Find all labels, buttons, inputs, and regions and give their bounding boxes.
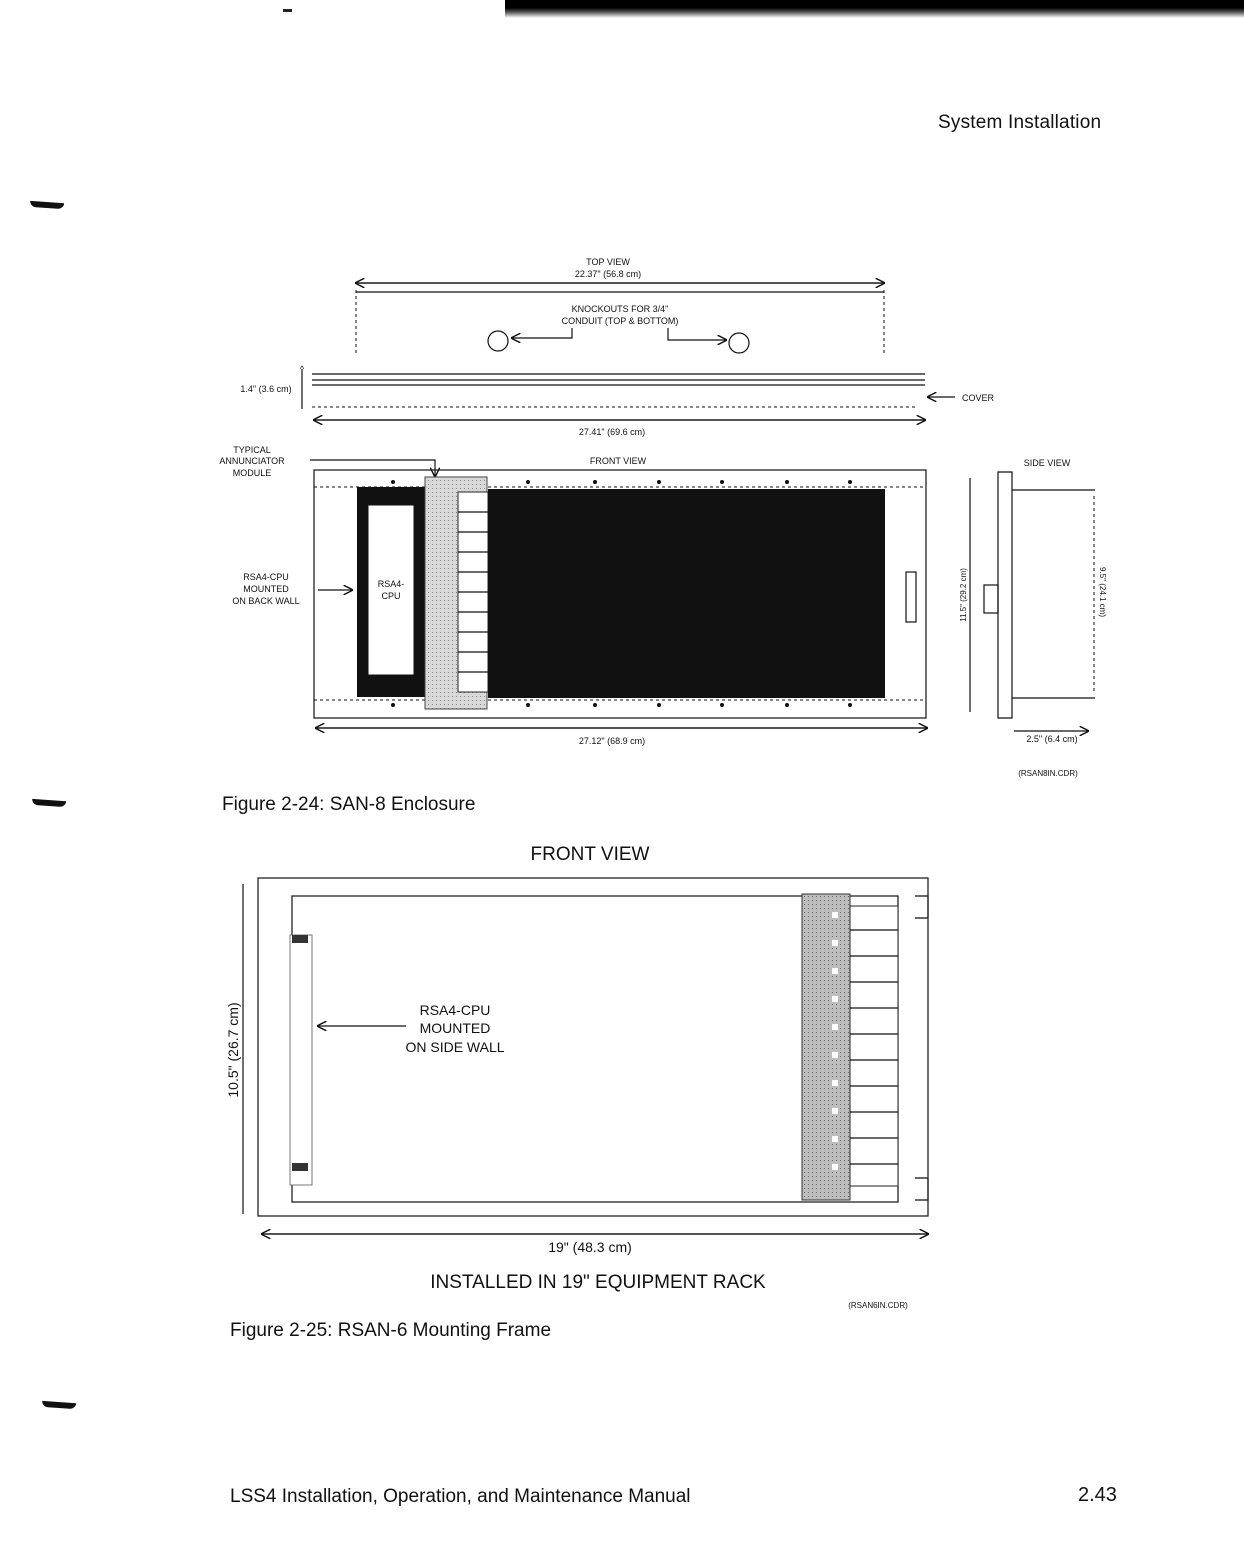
binder-mark (32, 799, 66, 807)
cover-height-dimension: 1.4" (3.6 cm) (240, 384, 292, 394)
module-terminals (458, 492, 488, 692)
cpu-board-label-line2: CPU (381, 591, 401, 601)
rack-install-note: INSTALLED IN 19" EQUIPMENT RACK (430, 1272, 766, 1293)
frame-terminals (850, 906, 898, 1186)
frame-width-dimension: 19" (48.3 cm) (548, 1239, 632, 1255)
page-number: 2.43 (1078, 1484, 1117, 1506)
side-height-dimension: 11.5" (29.2 cm) (959, 568, 968, 622)
frame-cpu-label-line3: ON SIDE WALL (405, 1039, 505, 1055)
side-depth-dimension: 2.5" (6.4 cm) (1026, 734, 1078, 744)
annunciator-label-line3: MODULE (232, 468, 272, 478)
front-width-dimension: 27.12" (68.9 cm) (578, 736, 646, 746)
manual-title: LSS4 Installation, Operation, and Maintenance Manual (230, 1486, 691, 1507)
module-slots-area (488, 489, 885, 698)
knockout-arrow-left (512, 328, 572, 338)
top-view-title: TOP VIEW (586, 257, 630, 267)
cpu-board-label-line1: RSA4- (377, 579, 405, 589)
figure25-caption: Figure 2-25: RSAN-6 Mounting Frame (230, 1320, 552, 1341)
frame-cpu-label-line1: RSA4-CPU (419, 1002, 491, 1018)
svg-text:^: ^ (299, 364, 305, 374)
frame-cpu-label-line2: MOUNTED (419, 1020, 491, 1036)
figure25-file-ref: (RSAN6IN.CDR) (848, 1301, 908, 1310)
knockout-circle-right (729, 333, 749, 353)
cover-label: COVER (962, 393, 995, 403)
cpu-mount-label-line3: ON BACK WALL (232, 596, 300, 606)
side-view-title: SIDE VIEW (1023, 458, 1071, 468)
figure-rsan6-mounting-frame (0, 830, 1244, 1350)
knockouts-label-line2: CONDUIT (TOP & BOTTOM) (561, 316, 679, 326)
cover-width-dimension: 27.41" (69.6 cm) (578, 427, 646, 437)
annunciator-label-line1: TYPICAL (233, 445, 271, 455)
cpu-mount-label-line2: MOUNTED (243, 584, 289, 594)
frame-front-view-title: FRONT VIEW (530, 844, 650, 865)
section-header: System Installation (938, 112, 1102, 133)
annunciator-arrow (310, 460, 435, 476)
cpu-mount-label-line1: RSA4-CPU (243, 572, 289, 582)
annunciator-label-line2: ANNUNCIATOR (219, 456, 285, 466)
knockouts-label-line1: KNOCKOUTS FOR 3/4" (571, 304, 669, 314)
frame-height-dimension: 10.5" (26.7 cm) (225, 1002, 241, 1098)
cpu-board (368, 505, 414, 675)
frame-terminal-strip (802, 894, 850, 1200)
latch (906, 572, 916, 622)
front-view-title: FRONT VIEW (589, 456, 647, 466)
figure24-caption: Figure 2-24: SAN-8 Enclosure (222, 794, 476, 815)
side-wall-cpu-rail (290, 935, 312, 1185)
knockout-circle-left (488, 331, 508, 351)
binder-mark (42, 1401, 76, 1409)
knockout-arrow-right (668, 328, 726, 340)
top-width-dimension: 22.37" (56.8 cm) (574, 269, 642, 279)
side-inner-height-dimension: 9.5" (24.1 cm) (1098, 567, 1107, 617)
side-view-outline (998, 472, 1012, 718)
figure24-file-ref: (RSAN8IN.CDR) (1018, 769, 1078, 778)
